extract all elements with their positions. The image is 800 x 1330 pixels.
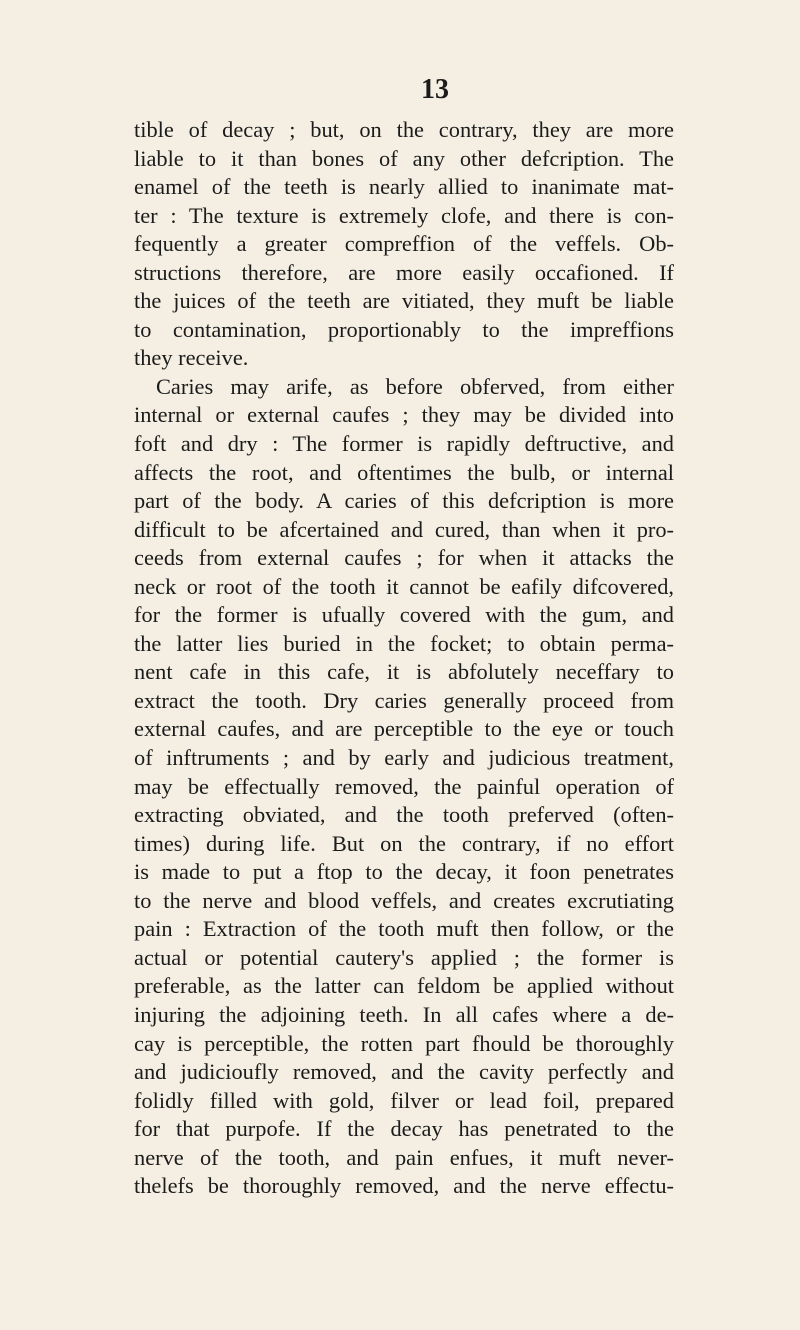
text-line: foft and dry : The former is rapidly deftructive, and: [134, 431, 674, 457]
text-line: extract the tooth. Dry caries generally proceed from: [134, 687, 674, 713]
text-line: external caufes, and are perceptible to the eye or touch: [134, 716, 674, 742]
text-line: extracting obviated, and the tooth preferved (often-: [134, 802, 674, 828]
text-line: may be effectually removed, the painful operation of: [134, 773, 674, 799]
paragraph-start-line: Caries may arife, as before obferved, from either: [156, 373, 674, 399]
text-line: actual or potential cautery's applied ; the former is: [134, 944, 674, 970]
text-line: times) during life. But on the contrary, if no effort: [134, 830, 674, 856]
text-line: for that purpofe. If the decay has penetrated to the: [134, 1116, 674, 1142]
text-line: enamel of the teeth is nearly allied to inanimate mat-: [134, 174, 674, 200]
text-line: preferable, as the latter can feldom be applied without: [134, 973, 674, 999]
text-line: neck or root of the tooth it cannot be eafily difcovered,: [134, 573, 674, 599]
text-line: liable to it than bones of any other defcription. The: [134, 145, 674, 171]
text-line: to contamination, proportionably to the impreffions: [134, 316, 674, 342]
text-line: and judicioufly removed, and the cavity perfectly and: [134, 1059, 674, 1085]
text-line: cay is perceptible, the rotten part fhould be thoroughly: [134, 1030, 674, 1056]
text-line: thelefs be thoroughly removed, and the nerve effectu-: [134, 1173, 674, 1199]
text-line: structions therefore, are more easily occafioned. If: [134, 259, 674, 285]
text-line: part of the body. A caries of this defcription is more: [134, 488, 674, 514]
text-line: internal or external caufes ; they may be divided into: [134, 402, 674, 428]
text-line: for the former is ufually covered with the gum, and: [134, 602, 674, 628]
text-line: tible of decay ; but, on the contrary, they are more: [134, 117, 674, 142]
text-line: of inftruments ; and by early and judicious treatment,: [134, 745, 674, 771]
text-line: ter : The texture is extremely clofe, and there is con-: [134, 202, 674, 228]
text-line: nerve of the tooth, and pain enfues, it muft never-: [134, 1144, 674, 1170]
text-line: ceeds from external caufes ; for when it attacks the: [134, 545, 674, 571]
text-line: pain : Extraction of the tooth muft then follow, or the: [134, 916, 674, 942]
text-line: is made to put a ftop to the decay, it foon penetrates: [134, 859, 674, 885]
text-line: fequently a greater compreffion of the veffels. Ob-: [134, 231, 674, 257]
text-line: nent cafe in this cafe, it is abfolutely neceffary to: [134, 659, 674, 685]
text-line: folidly filled with gold, filver or lead foil, prepared: [134, 1087, 674, 1113]
text-line: the latter lies buried in the focket; to obtain perma-: [134, 630, 674, 656]
text-line: affects the root, and oftentimes the bulb, or internal: [134, 459, 674, 485]
text-line: they receive.: [134, 345, 249, 371]
text-line: to the nerve and blood veffels, and creates excrutiating: [134, 887, 674, 913]
text-line: the juices of the teeth are vitiated, they muft be liable: [134, 288, 674, 314]
page-number: 13: [421, 74, 449, 105]
text-line: injuring the adjoining teeth. In all cafes where a de-: [134, 1001, 674, 1027]
text-line: difficult to be afcertained and cured, than when it pro-: [134, 516, 674, 542]
body-text: [134, 116, 674, 1201]
